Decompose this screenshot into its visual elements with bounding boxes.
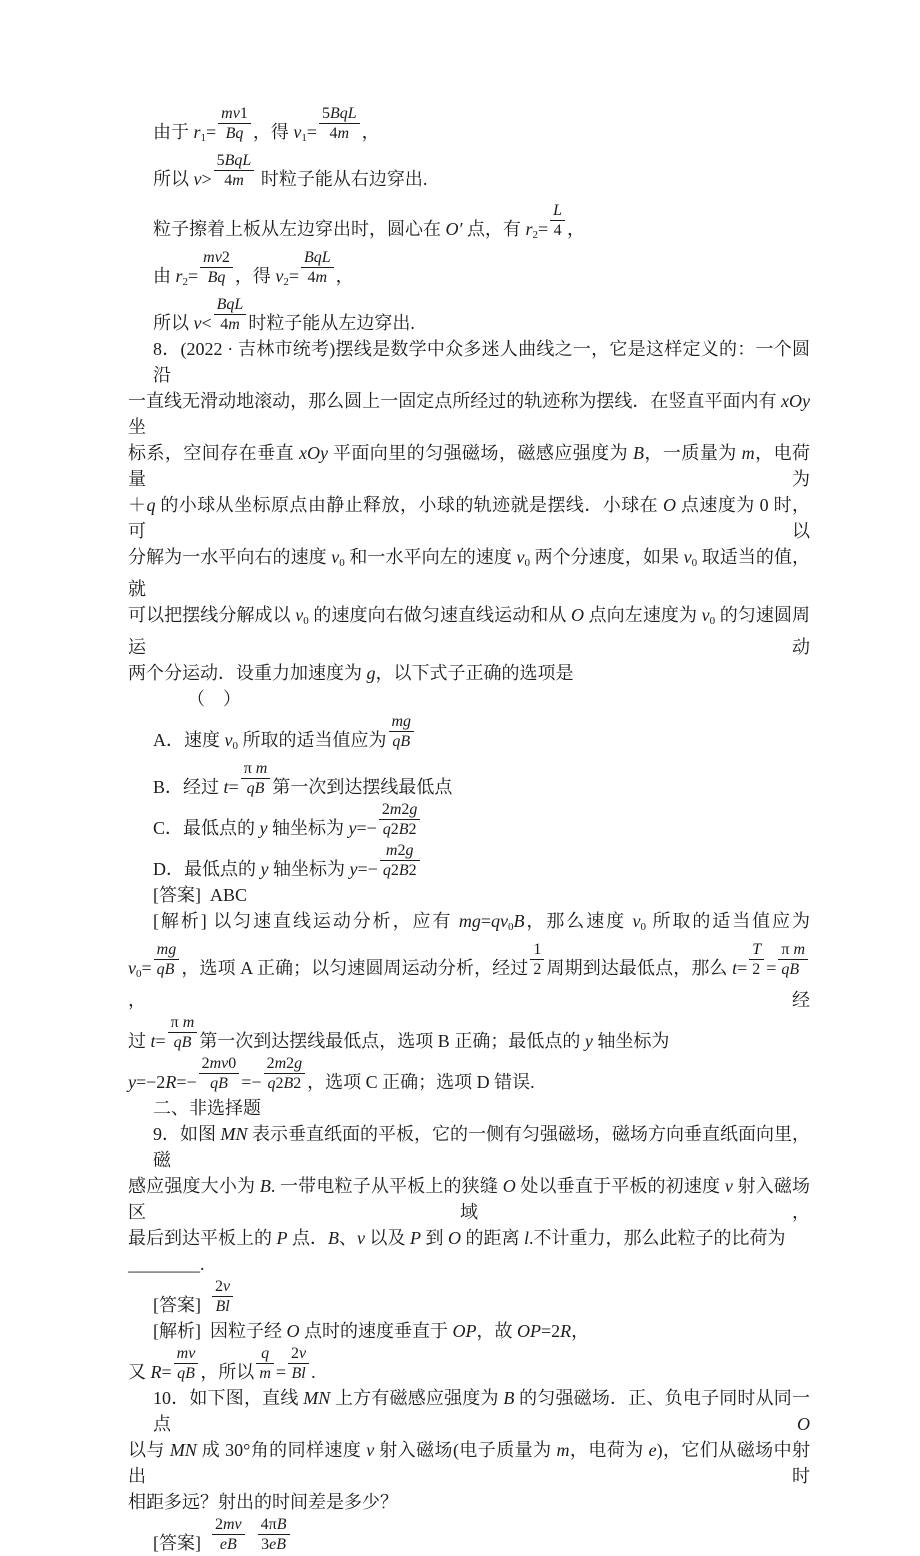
subscript-text: 0 — [508, 921, 514, 933]
math-text: v — [632, 911, 641, 931]
fraction — [214, 295, 247, 334]
body-text: 标系，空间存在垂直 — [128, 443, 299, 463]
fraction-numerator: T — [749, 940, 764, 960]
math-text: t — [150, 1031, 156, 1051]
body-text — [247, 1533, 256, 1553]
math-text: r — [193, 122, 201, 142]
math-text: MN — [220, 1124, 248, 1144]
fraction-denominator: 2 — [533, 961, 542, 978]
math-text: xOy — [781, 391, 810, 411]
body-text: ________. — [128, 1254, 205, 1274]
body-text: [答案] — [153, 1295, 210, 1315]
fraction-numerator: mg — [154, 940, 180, 960]
body-text: 一直线无滑动地滚动，那么圆上一固定点所经过的轨迹称为摆线．在竖直平面内有 — [128, 391, 782, 411]
body-text: 处以垂直于平板的初速度 — [515, 1176, 725, 1196]
body-text: 所以 — [153, 313, 194, 333]
body-text: 9．如图 — [153, 1124, 221, 1144]
fraction-numerator: 4πB — [258, 1515, 290, 1535]
body-text: = — [480, 911, 491, 931]
math-text: OP — [452, 1321, 477, 1341]
math-text: v — [295, 605, 304, 625]
body-text: 和一水平向左的速度 — [344, 547, 517, 567]
document-line — [128, 1054, 810, 1095]
fraction-denominator: m — [259, 1365, 271, 1382]
body-text: ， — [567, 219, 586, 239]
fraction-denominator: 4m — [220, 316, 240, 333]
body-text: 周期到达最低点，那么 — [546, 958, 733, 978]
fraction-numerator: mg — [389, 712, 415, 732]
document-line — [128, 841, 810, 882]
body-text: 最后到达平板上的 — [128, 1228, 277, 1248]
body-text: 粒子擦着上板从左边穿出时，圆心在 — [153, 219, 446, 239]
math-text: q — [146, 495, 156, 515]
body-text: = — [275, 1362, 287, 1382]
fraction-denominator: 4m — [329, 125, 350, 142]
fraction-denominator: 3eB — [261, 1536, 287, 1553]
math-text: v — [224, 730, 233, 750]
math-text: P — [410, 1228, 421, 1248]
math-text: B — [259, 1176, 271, 1196]
fraction — [200, 248, 233, 287]
body-text: =2 — [541, 1321, 561, 1341]
body-text: )，它们从磁场中射出时 — [128, 1440, 811, 1486]
body-text: . 一带电粒子从平板上的狭缝 — [270, 1176, 503, 1196]
body-text: = — [161, 1362, 172, 1382]
fraction — [749, 940, 764, 979]
body-text: 点时的速度垂直于 — [299, 1321, 453, 1341]
body-text: 分解为一水平向右的速度 — [128, 547, 332, 567]
body-text: =− — [357, 859, 378, 879]
subscript-text: 2 — [182, 276, 189, 288]
fraction-denominator: 4m — [224, 172, 244, 189]
body-text: [答案] ABC — [153, 885, 247, 905]
body-text: .不计重力，那么此粒子的比荷为 — [529, 1228, 786, 1248]
fraction-numerator: q — [256, 1344, 274, 1364]
math-text: y — [260, 859, 269, 879]
body-text: 时粒子能从左边穿出. — [248, 313, 415, 333]
fraction — [380, 841, 420, 880]
body-text: 感应强度大小为 — [128, 1176, 260, 1196]
fraction — [778, 940, 808, 979]
body-text: ， — [571, 1321, 590, 1341]
math-text: P — [276, 1228, 288, 1248]
body-text: 成 30°角的同样速度 — [196, 1440, 367, 1460]
fraction — [264, 1054, 306, 1093]
body-text: 第一次到达摆线最低点，选项 B 正确；最低点的 — [199, 1031, 585, 1051]
document-line — [128, 295, 810, 336]
fraction — [214, 151, 255, 190]
body-text: 相距多远？射出的时间差是多少？ — [128, 1492, 398, 1512]
fraction-numerator: 2mv0 — [199, 1054, 240, 1074]
body-text: ，电荷量为 — [128, 443, 811, 489]
fraction — [218, 104, 251, 143]
subscript-text: 0 — [709, 615, 716, 627]
body-text: 又 — [128, 1362, 151, 1382]
document-line — [128, 686, 810, 712]
fraction — [301, 248, 334, 287]
body-text: 两个分速度，如果 — [530, 547, 684, 567]
body-text: ，一质量为 — [644, 443, 742, 463]
fraction — [199, 1054, 240, 1093]
document-line — [128, 882, 810, 908]
fraction — [174, 1344, 199, 1383]
document-line — [128, 440, 810, 492]
math-text: m — [741, 443, 755, 463]
body-text: ，选项 A 正确；以匀速圆周运动分析，经过 — [181, 958, 529, 978]
subscript-text: 2 — [532, 229, 538, 241]
math-text: r — [175, 266, 183, 286]
math-text: B — [328, 1228, 339, 1248]
fraction-numerator: L — [550, 201, 565, 221]
body-text: =− — [176, 1072, 197, 1092]
math-text: v — [701, 605, 710, 625]
body-text: ，故 — [476, 1321, 517, 1341]
body-text: B．经过 — [153, 777, 224, 797]
fraction-numerator: 2v — [288, 1344, 309, 1364]
fraction-numerator: m2g — [380, 841, 420, 861]
body-text: C．最低点的 — [153, 818, 260, 838]
body-text: 射入磁场(电子质量为 — [374, 1440, 557, 1460]
body-text: 轴坐标为 — [592, 1031, 670, 1051]
math-text: xOy — [298, 443, 328, 463]
fraction-numerator: 2mv — [212, 1515, 245, 1535]
body-text: = — [737, 958, 748, 978]
math-text: e — [648, 1440, 657, 1460]
math-text: y — [259, 818, 268, 838]
body-text: = — [537, 219, 549, 239]
document-line — [128, 712, 810, 759]
fraction-denominator: 4 — [553, 222, 562, 239]
body-text: A．速度 — [153, 730, 225, 750]
fraction-numerator: π m — [778, 940, 808, 960]
body-text: 点速度为 0 时，可以 — [128, 495, 811, 541]
body-text: 的距离 — [461, 1228, 524, 1248]
body-text: 的匀速圆周运动 — [128, 605, 811, 657]
body-text: 以及 — [365, 1228, 410, 1248]
math-text: B — [633, 443, 645, 463]
math-text: O — [286, 1321, 300, 1341]
body-text: 8．(2022 · 吉林市统考)摆线是数学中众多迷人曲线之一，它是这样定义的：一个圆沿 — [153, 339, 810, 385]
fraction-numerator: mv1 — [218, 104, 251, 124]
math-text: B — [513, 911, 525, 931]
body-text: =− — [241, 1072, 262, 1092]
fraction-denominator: Bq — [207, 269, 226, 286]
subscript-text: 0 — [339, 557, 345, 569]
subscript-text: 0 — [303, 615, 309, 627]
body-text: 以与 — [128, 1440, 170, 1460]
body-text: ，以下式子正确的选项是 — [375, 663, 574, 683]
math-text: O′ — [445, 219, 463, 239]
body-text: = — [155, 1031, 166, 1051]
document-line — [128, 602, 810, 660]
body-text: 的小球从坐标原点由静止释放，小球的轨迹就是摆线．小球在 — [155, 495, 664, 515]
math-text: O — [502, 1176, 516, 1196]
body-text: 两个分运动．设重力加速度为 — [128, 663, 367, 683]
body-text: 取适当的值，就 — [128, 547, 811, 599]
fraction-numerator: 2m2g — [264, 1054, 306, 1074]
math-text: O — [797, 1414, 810, 1434]
body-text: 二、非选择题 — [153, 1098, 261, 1118]
math-text: v — [724, 1176, 733, 1196]
fraction — [530, 940, 544, 979]
body-text: 所取的适当值应为 — [646, 911, 810, 931]
math-text: v — [516, 547, 525, 567]
fraction-denominator: 2 — [752, 961, 761, 978]
body-text: = — [188, 266, 199, 286]
body-text: 由于 — [153, 122, 194, 142]
math-text: OP — [517, 1321, 541, 1341]
document-line — [128, 660, 810, 686]
fraction-numerator: π m — [241, 759, 271, 779]
document-line — [128, 1489, 810, 1515]
fraction-denominator: qB — [781, 961, 800, 978]
subscript-text: 1 — [301, 132, 307, 144]
fraction-denominator: qB — [177, 1365, 195, 1382]
body-text: [解析] 以匀速直线运动分析，应有 — [153, 911, 459, 931]
fraction — [389, 712, 415, 751]
subscript-text: 0 — [524, 557, 530, 569]
document-line — [128, 248, 810, 295]
subscript-text: 2 — [283, 276, 289, 288]
fraction-numerator: mv2 — [200, 248, 233, 268]
math-text: O — [448, 1228, 461, 1248]
body-text: ＋ — [128, 495, 147, 515]
document-line — [128, 1121, 810, 1173]
body-text: 时粒子能从右边穿出. — [256, 169, 428, 189]
body-text: 点向左速度为 — [584, 605, 702, 625]
document-line — [128, 1095, 810, 1121]
math-text: v — [128, 958, 136, 978]
subscript-text: 1 — [200, 132, 207, 144]
fraction-numerator: BqL — [301, 248, 334, 268]
body-text: 坐 — [128, 417, 146, 437]
math-text: O — [663, 495, 677, 515]
fraction-denominator: qB — [173, 1034, 192, 1051]
fraction-denominator: qB — [246, 780, 265, 797]
body-text: 射入磁场区域， — [128, 1176, 811, 1222]
fraction — [212, 1515, 245, 1554]
fraction-denominator: Bq — [225, 125, 244, 142]
math-text: m — [556, 1440, 570, 1460]
fraction — [212, 1277, 233, 1316]
fraction — [319, 104, 360, 143]
document-line — [128, 1318, 810, 1344]
fraction-numerator: 1 — [530, 940, 544, 960]
body-text: 的匀强磁场．正、负电子同时从同一点 — [153, 1388, 811, 1434]
math-text: MN — [169, 1440, 197, 1460]
math-text: v — [193, 313, 202, 333]
fraction-denominator: q2B2 — [382, 862, 417, 879]
body-text: = — [306, 122, 317, 142]
math-text: l — [524, 1228, 530, 1248]
fraction-numerator: mv — [174, 1344, 199, 1364]
math-text: v — [357, 1228, 365, 1248]
document-line — [128, 759, 810, 800]
fraction-denominator: Bl — [215, 1298, 230, 1315]
body-text: = — [206, 122, 217, 142]
body-text: 轴坐标为 — [267, 818, 349, 838]
document-line — [128, 151, 810, 192]
fraction-denominator: Bl — [291, 1365, 306, 1382]
math-text: y — [349, 859, 358, 879]
document-line — [128, 800, 810, 841]
fraction — [256, 1344, 274, 1383]
math-text: y — [348, 818, 357, 838]
body-text: 由 — [153, 266, 176, 286]
fraction-denominator: qB — [392, 733, 411, 750]
body-text: 可以把摆线分解成以 — [128, 605, 296, 625]
fraction-denominator: qB — [156, 961, 175, 978]
document-line — [128, 1437, 810, 1489]
body-text: D．最低点的 — [153, 859, 261, 879]
fraction-denominator: q2B2 — [267, 1075, 302, 1092]
fraction — [550, 201, 565, 240]
body-text: 、 — [339, 1228, 357, 1248]
body-text: [答案] — [153, 1533, 210, 1553]
math-text: y — [128, 1072, 136, 1092]
subscript-text: 0 — [640, 921, 647, 933]
body-text: ，得 — [234, 266, 276, 286]
body-text: =−2 — [136, 1072, 166, 1092]
document-line — [128, 908, 810, 940]
math-text: qv — [491, 911, 508, 931]
document-line — [128, 492, 810, 544]
document-line — [128, 1385, 810, 1437]
document-line — [128, 1225, 810, 1251]
body-text: ，电荷为 — [569, 1440, 649, 1460]
body-text: 所取的适当值应为 — [238, 730, 387, 750]
math-text: v — [293, 122, 302, 142]
math-text: R — [150, 1362, 162, 1382]
body-text: > — [201, 169, 212, 189]
body-text: = — [766, 958, 777, 978]
body-text: 所以 — [153, 169, 194, 189]
fraction — [154, 940, 180, 979]
fraction-numerator: π m — [168, 1013, 198, 1033]
body-text: < — [201, 313, 212, 333]
fraction-numerator: 2m2g — [379, 800, 421, 820]
body-text: （ ） — [187, 689, 241, 709]
math-text: t — [732, 958, 738, 978]
math-text: t — [223, 777, 229, 797]
body-text: 上方有磁感应强度为 — [330, 1388, 504, 1408]
math-text: O — [571, 605, 585, 625]
math-text: v — [275, 266, 284, 286]
fraction-numerator: 2v — [212, 1277, 233, 1297]
fraction — [168, 1013, 198, 1052]
subscript-text: 0 — [232, 740, 238, 752]
fraction-numerator: 5BqL — [214, 151, 255, 171]
fraction — [288, 1344, 309, 1383]
body-text: 到 — [421, 1228, 448, 1248]
subscript-text: 0 — [136, 968, 142, 980]
math-text: MN — [303, 1388, 331, 1408]
body-text: ，所以 — [200, 1362, 255, 1382]
document-line — [128, 544, 810, 602]
body-text: 平面向里的匀强磁场，磁感应强度为 — [327, 443, 634, 463]
body-text: ， — [335, 266, 354, 286]
body-text: 表示垂直纸面的平板，它的一侧有匀强磁场，磁场方向垂直纸面向里，磁 — [153, 1124, 810, 1170]
fraction-denominator: qB — [210, 1075, 228, 1092]
document-line — [128, 1013, 810, 1054]
document-line — [128, 1277, 810, 1318]
body-text: 点． — [287, 1228, 328, 1248]
body-text: [解析] 因粒子经 — [153, 1321, 287, 1341]
document-line — [128, 1344, 810, 1385]
math-text: v — [366, 1440, 375, 1460]
document-line — [128, 1515, 810, 1556]
body-text: ，那么速度 — [524, 911, 633, 931]
body-text: =− — [356, 818, 377, 838]
subscript-text: 0 — [691, 557, 698, 569]
math-text: g — [366, 663, 376, 683]
fraction — [258, 1515, 290, 1554]
body-text: 第一次到达摆线最低点 — [272, 777, 453, 797]
math-text: v — [331, 547, 340, 567]
fraction-denominator: q2B2 — [382, 821, 417, 838]
document-line — [128, 336, 810, 388]
math-text: y — [584, 1031, 593, 1051]
document-line — [128, 1173, 810, 1225]
math-text: R — [165, 1072, 177, 1092]
math-text: v — [193, 169, 202, 189]
body-text: 10．如下图，直线 — [153, 1388, 304, 1408]
body-text: ，经 — [128, 990, 810, 1010]
math-text: mg — [458, 911, 481, 931]
math-text: v — [683, 547, 692, 567]
fraction-denominator: 4m — [307, 269, 328, 286]
body-text: 的速度向右做匀速直线运动和从 — [308, 605, 572, 625]
fraction — [241, 759, 271, 798]
body-text: ，得 — [252, 122, 294, 142]
body-text: ，选项 C 正确；选项 D 错误. — [307, 1072, 535, 1092]
document-line — [128, 1251, 810, 1277]
document-line — [128, 104, 810, 151]
math-text: r — [525, 219, 533, 239]
document-line — [128, 201, 810, 248]
fraction-numerator: BqL — [214, 295, 247, 315]
fraction-denominator: eB — [219, 1536, 237, 1553]
math-text: B — [503, 1388, 515, 1408]
fraction-numerator: 5BqL — [319, 104, 360, 124]
body-text: ， — [361, 122, 380, 142]
body-text: 轴坐标为 — [268, 859, 350, 879]
body-text: = — [228, 777, 239, 797]
body-text: = — [288, 266, 299, 286]
body-text: = — [141, 958, 152, 978]
body-text: . — [311, 1362, 316, 1382]
body-text: 过 — [128, 1031, 151, 1051]
document-line — [128, 388, 810, 440]
fraction — [379, 800, 421, 839]
document-line — [128, 940, 810, 1013]
math-text: R — [560, 1321, 572, 1341]
body-text: 点，有 — [462, 219, 526, 239]
